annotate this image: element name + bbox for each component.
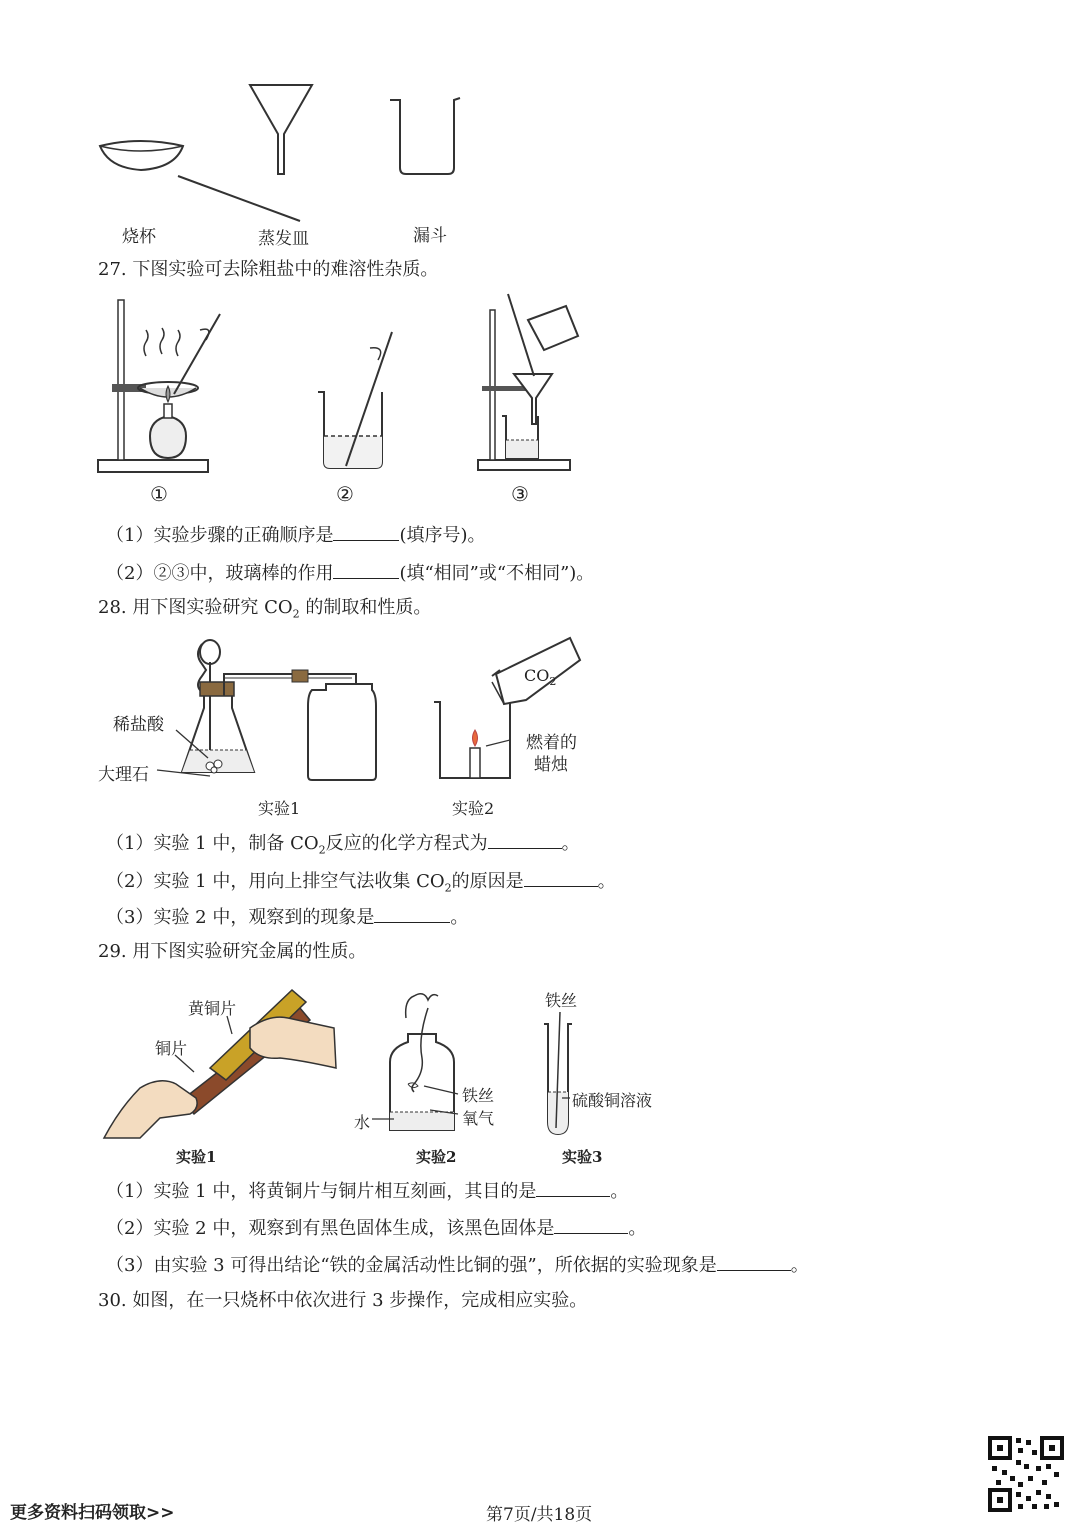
q28-sub2-end: 。 <box>597 871 616 892</box>
q27-fig1-label: ① <box>150 482 168 506</box>
label-dilute-hcl: 稀盐酸 <box>113 715 164 735</box>
qr-code-icon[interactable] <box>988 1436 1064 1512</box>
answer-blank[interactable] <box>554 1215 628 1234</box>
q29-sub1 <box>106 1178 628 1204</box>
label-iron-wire-exp3: 铁丝 <box>545 991 578 1010</box>
label-funnel: 漏斗 <box>413 226 447 246</box>
q29-stem: 29. 用下图实验研究金属的性质。 <box>98 941 367 962</box>
q28-caption-2: 实验2 <box>452 799 495 818</box>
q29-sub2-text: （2）实验 2 中，观察到有黑色固体生成，该黑色固体是 <box>106 1218 555 1239</box>
label-brass-sheet: 黄铜片 <box>188 999 237 1018</box>
q27-sub1-text: （1）实验步骤的正确顺序是 <box>106 525 334 546</box>
answer-blank[interactable] <box>717 1252 791 1271</box>
q30-stem: 30. 如图，在一只烧杯中依次进行 3 步操作，完成相应实验。 <box>98 1290 588 1311</box>
q27-stem: 27. 下图实验可去除粗盐中的难溶性杂质。 <box>98 259 439 280</box>
footer-more-resources-link[interactable]: 更多资料扫码领取>> <box>10 1503 175 1523</box>
q29-sub2-end: 。 <box>628 1218 647 1239</box>
q27-fig3-label: ③ <box>511 482 529 506</box>
answer-blank[interactable] <box>536 1178 610 1197</box>
q28-sub1-end: 。 <box>561 833 580 854</box>
label-co2-subscript: 2 <box>549 675 557 689</box>
q28-stem-subscript: 2 <box>292 607 300 621</box>
q28-stem-text: 28. 用下图实验研究 CO <box>98 597 293 618</box>
label-burning-candle-1: 燃着的 <box>526 733 577 753</box>
q27-sub1-tail: (填序号)。 <box>399 525 486 546</box>
q28-sub1-subscript: 2 <box>318 843 326 857</box>
q29-sub1-text: （1）实验 1 中，将黄铜片与铜片相互刻画，其目的是 <box>106 1181 537 1202</box>
q29-sub1-end: 。 <box>610 1181 629 1202</box>
q29-caption-2: 实验2 <box>416 1148 457 1166</box>
label-copper-sheet: 铜片 <box>155 1039 188 1058</box>
label-burning-candle-2: 蜡烛 <box>534 755 568 775</box>
q29-sub2 <box>106 1215 646 1241</box>
q29-sub3-text: （3）由实验 3 可得出结论“铁的金属活动性比铜的强”，所依据的实验现象是 <box>106 1255 717 1276</box>
q28-sub1-text: （1）实验 1 中，制备 CO <box>106 833 319 854</box>
q27-sub2-text: （2）②③中，玻璃棒的作用 <box>106 563 334 584</box>
label-water: 水 <box>354 1113 371 1132</box>
q29-sub3 <box>106 1252 809 1278</box>
label-evaporating-dish: 蒸发皿 <box>258 229 309 249</box>
label-beaker: 烧杯 <box>122 227 156 247</box>
q28-sub1-mid: 反应的化学方程式为 <box>325 833 488 854</box>
q29-caption-3: 实验3 <box>562 1148 603 1166</box>
q29-sub3-end: 。 <box>790 1255 809 1276</box>
q29-caption-1: 实验1 <box>176 1148 217 1166</box>
label-marble: 大理石 <box>98 765 149 785</box>
footer-page-number: 第7页/共18页 <box>486 1505 593 1525</box>
q28-sub2-mid: 的原因是 <box>451 871 524 892</box>
label-oxygen: 氧气 <box>462 1109 495 1128</box>
q28-caption-1: 实验1 <box>258 799 301 818</box>
label-iron-wire-exp2: 铁丝 <box>462 1086 495 1105</box>
q28-sub2-text: （2）实验 1 中，用向上排空气法收集 CO <box>106 871 445 892</box>
q28-sub2-subscript: 2 <box>444 881 452 895</box>
q28-sub3-end: 。 <box>450 907 469 928</box>
q28-stem-tail: 的制取和性质。 <box>299 597 432 618</box>
label-co2-text: CO <box>524 666 550 685</box>
q27-sub2-tail: (填“相同”或“不相同”)。 <box>399 563 595 584</box>
q28-sub3-text: （3）实验 2 中，观察到的现象是 <box>106 907 375 928</box>
q27-fig2-label: ② <box>336 482 354 506</box>
label-copper-sulfate-solution: 硫酸铜溶液 <box>572 1091 653 1110</box>
